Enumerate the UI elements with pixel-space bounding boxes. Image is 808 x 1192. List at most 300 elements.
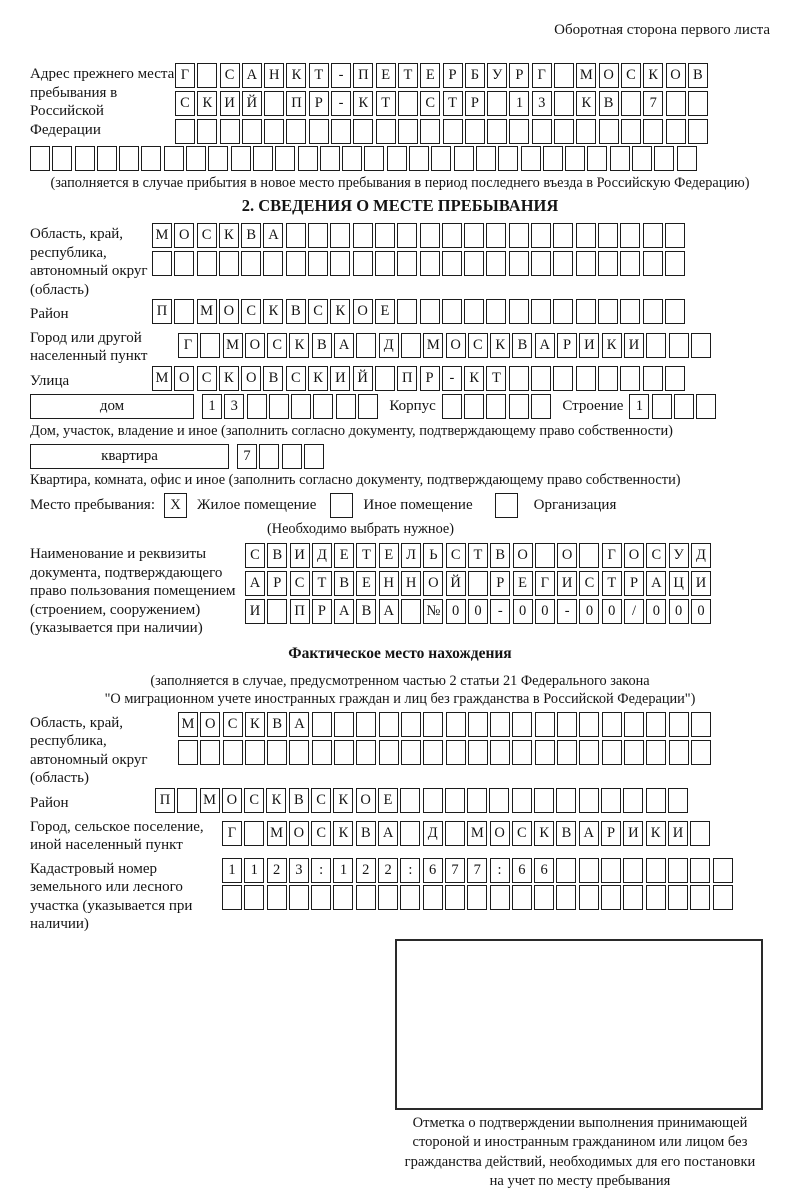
char-cell[interactable] — [264, 91, 284, 116]
char-cell[interactable]: : — [311, 858, 331, 883]
char-cell[interactable] — [178, 740, 198, 765]
char-cell[interactable] — [509, 394, 529, 419]
char-cell[interactable] — [486, 299, 506, 324]
char-cell[interactable]: К — [219, 223, 239, 248]
char-cell[interactable] — [275, 146, 295, 171]
char-cell[interactable] — [512, 885, 532, 910]
char-cell[interactable] — [576, 223, 596, 248]
char-cell[interactable]: О — [241, 366, 261, 391]
char-cell[interactable]: 1 — [222, 858, 242, 883]
char-cell[interactable]: М — [152, 366, 172, 391]
char-cell[interactable] — [579, 543, 599, 568]
char-cell[interactable] — [97, 146, 117, 171]
char-cell[interactable]: Д — [423, 821, 443, 846]
char-cell[interactable] — [534, 885, 554, 910]
char-cell[interactable] — [401, 712, 421, 737]
char-cell[interactable] — [309, 119, 329, 144]
char-cell[interactable] — [531, 223, 551, 248]
char-cell[interactable] — [186, 146, 206, 171]
char-cell[interactable] — [376, 119, 396, 144]
char-cell[interactable] — [669, 712, 689, 737]
char-cell[interactable] — [579, 858, 599, 883]
char-cell[interactable]: 6 — [512, 858, 532, 883]
char-cell[interactable]: Т — [486, 366, 506, 391]
char-cell[interactable]: К — [263, 299, 283, 324]
char-cell[interactable]: Р — [557, 333, 577, 358]
char-cell[interactable] — [30, 146, 50, 171]
char-cell[interactable] — [175, 119, 195, 144]
char-cell[interactable] — [623, 885, 643, 910]
char-cell[interactable]: М — [467, 821, 487, 846]
char-cell[interactable] — [646, 333, 666, 358]
char-cell[interactable] — [543, 146, 563, 171]
char-cell[interactable] — [311, 885, 331, 910]
char-cell[interactable]: Л — [401, 543, 421, 568]
char-cell[interactable] — [602, 712, 622, 737]
char-cell[interactable] — [468, 712, 488, 737]
char-cell[interactable] — [333, 885, 353, 910]
char-cell[interactable] — [535, 740, 555, 765]
char-cell[interactable]: Т — [398, 63, 418, 88]
char-cell[interactable]: И — [290, 543, 310, 568]
char-cell[interactable] — [245, 740, 265, 765]
char-cell[interactable]: К — [646, 821, 666, 846]
char-cell[interactable]: Д — [379, 333, 399, 358]
char-cell[interactable]: - — [442, 366, 462, 391]
char-cell[interactable] — [601, 885, 621, 910]
char-cell[interactable] — [423, 712, 443, 737]
char-cell[interactable] — [378, 885, 398, 910]
char-cell[interactable]: К — [333, 821, 353, 846]
checkbox-residential[interactable]: X — [164, 493, 187, 518]
char-cell[interactable]: К — [576, 91, 596, 116]
char-cell[interactable] — [531, 251, 551, 276]
char-cell[interactable]: Р — [309, 91, 329, 116]
char-cell[interactable]: Р — [490, 571, 510, 596]
char-cell[interactable] — [688, 119, 708, 144]
char-cell[interactable] — [331, 119, 351, 144]
char-cell[interactable]: А — [379, 599, 399, 624]
char-cell[interactable] — [601, 788, 621, 813]
char-cell[interactable] — [342, 146, 362, 171]
char-cell[interactable] — [646, 788, 666, 813]
char-cell[interactable]: А — [535, 333, 555, 358]
char-cell[interactable]: В — [490, 543, 510, 568]
char-cell[interactable]: Р — [312, 599, 332, 624]
char-cell[interactable]: К — [602, 333, 622, 358]
char-cell[interactable] — [691, 740, 711, 765]
char-cell[interactable]: 1 — [202, 394, 222, 419]
char-cell[interactable] — [231, 146, 251, 171]
char-cell[interactable] — [174, 299, 194, 324]
char-cell[interactable] — [420, 299, 440, 324]
char-cell[interactable] — [643, 366, 663, 391]
char-cell[interactable]: О — [174, 366, 194, 391]
char-cell[interactable]: П — [353, 63, 373, 88]
char-cell[interactable]: К — [219, 366, 239, 391]
char-cell[interactable] — [489, 788, 509, 813]
char-cell[interactable] — [75, 146, 95, 171]
char-cell[interactable] — [423, 740, 443, 765]
char-cell[interactable] — [336, 394, 356, 419]
char-cell[interactable]: Р — [509, 63, 529, 88]
char-cell[interactable]: А — [289, 712, 309, 737]
char-cell[interactable]: В — [267, 543, 287, 568]
char-cell[interactable] — [420, 251, 440, 276]
char-cell[interactable]: Г — [602, 543, 622, 568]
char-cell[interactable] — [490, 885, 510, 910]
char-cell[interactable] — [487, 91, 507, 116]
char-cell[interactable]: К — [197, 91, 217, 116]
char-cell[interactable]: Е — [378, 788, 398, 813]
char-cell[interactable]: С — [468, 333, 488, 358]
char-cell[interactable]: В — [241, 223, 261, 248]
char-cell[interactable] — [599, 119, 619, 144]
char-cell[interactable] — [356, 712, 376, 737]
char-cell[interactable] — [264, 119, 284, 144]
char-cell[interactable] — [379, 740, 399, 765]
char-cell[interactable]: К — [534, 821, 554, 846]
char-cell[interactable]: № — [423, 599, 443, 624]
char-cell[interactable] — [398, 119, 418, 144]
char-cell[interactable] — [554, 119, 574, 144]
char-cell[interactable] — [291, 394, 311, 419]
char-cell[interactable]: С — [311, 821, 331, 846]
char-cell[interactable] — [409, 146, 429, 171]
char-cell[interactable] — [688, 91, 708, 116]
char-cell[interactable]: С — [311, 788, 331, 813]
char-cell[interactable] — [464, 223, 484, 248]
char-cell[interactable] — [509, 251, 529, 276]
char-cell[interactable]: К — [289, 333, 309, 358]
char-cell[interactable]: О — [490, 821, 510, 846]
char-cell[interactable]: М — [178, 712, 198, 737]
char-cell[interactable] — [553, 223, 573, 248]
char-cell[interactable]: Г — [532, 63, 552, 88]
char-cell[interactable]: М — [152, 223, 172, 248]
char-cell[interactable] — [602, 740, 622, 765]
char-cell[interactable]: К — [490, 333, 510, 358]
char-cell[interactable] — [356, 333, 376, 358]
char-cell[interactable] — [646, 712, 666, 737]
char-cell[interactable]: Т — [356, 543, 376, 568]
char-cell[interactable]: О — [200, 712, 220, 737]
char-cell[interactable] — [620, 223, 640, 248]
char-cell[interactable]: 3 — [224, 394, 244, 419]
char-cell[interactable]: - — [331, 63, 351, 88]
char-cell[interactable]: Т — [602, 571, 622, 596]
char-cell[interactable] — [666, 119, 686, 144]
char-cell[interactable]: С — [245, 543, 265, 568]
char-cell[interactable]: 0 — [579, 599, 599, 624]
char-cell[interactable] — [286, 223, 306, 248]
char-cell[interactable] — [400, 788, 420, 813]
char-cell[interactable]: В — [356, 821, 376, 846]
char-cell[interactable]: 7 — [643, 91, 663, 116]
char-cell[interactable]: Н — [401, 571, 421, 596]
char-cell[interactable] — [468, 740, 488, 765]
char-cell[interactable] — [400, 821, 420, 846]
char-cell[interactable]: Е — [334, 543, 354, 568]
char-cell[interactable]: Н — [379, 571, 399, 596]
char-cell[interactable] — [509, 223, 529, 248]
char-cell[interactable]: Ь — [423, 543, 443, 568]
char-cell[interactable] — [512, 740, 532, 765]
char-cell[interactable] — [308, 223, 328, 248]
char-cell[interactable] — [464, 251, 484, 276]
char-cell[interactable]: М — [197, 299, 217, 324]
char-cell[interactable] — [652, 394, 672, 419]
char-cell[interactable]: В — [286, 299, 306, 324]
char-cell[interactable]: 3 — [532, 91, 552, 116]
char-cell[interactable] — [267, 599, 287, 624]
char-cell[interactable] — [177, 788, 197, 813]
char-cell[interactable] — [579, 788, 599, 813]
char-cell[interactable]: - — [331, 91, 351, 116]
char-cell[interactable] — [379, 712, 399, 737]
char-cell[interactable] — [420, 223, 440, 248]
char-cell[interactable]: С — [241, 299, 261, 324]
char-cell[interactable]: Е — [376, 63, 396, 88]
char-cell[interactable]: О — [245, 333, 265, 358]
char-cell[interactable]: Й — [446, 571, 466, 596]
char-cell[interactable]: М — [423, 333, 443, 358]
char-cell[interactable] — [598, 251, 618, 276]
char-cell[interactable]: Р — [420, 366, 440, 391]
char-cell[interactable]: К — [330, 299, 350, 324]
char-cell[interactable]: И — [557, 571, 577, 596]
char-cell[interactable]: Й — [353, 366, 373, 391]
char-cell[interactable]: И — [579, 333, 599, 358]
char-cell[interactable] — [467, 885, 487, 910]
char-cell[interactable]: С — [446, 543, 466, 568]
char-cell[interactable] — [312, 712, 332, 737]
char-cell[interactable]: В — [356, 599, 376, 624]
char-cell[interactable] — [553, 366, 573, 391]
char-cell[interactable] — [669, 740, 689, 765]
char-cell[interactable] — [668, 858, 688, 883]
char-cell[interactable] — [197, 119, 217, 144]
char-cell[interactable] — [620, 251, 640, 276]
char-cell[interactable]: П — [286, 91, 306, 116]
char-cell[interactable] — [553, 251, 573, 276]
char-cell[interactable] — [353, 223, 373, 248]
char-cell[interactable]: М — [200, 788, 220, 813]
char-cell[interactable] — [624, 740, 644, 765]
char-cell[interactable]: О — [356, 788, 376, 813]
char-cell[interactable]: 7 — [237, 444, 257, 469]
char-cell[interactable] — [467, 788, 487, 813]
char-cell[interactable] — [298, 146, 318, 171]
char-cell[interactable] — [152, 251, 172, 276]
char-cell[interactable] — [620, 299, 640, 324]
char-cell[interactable]: Т — [468, 543, 488, 568]
char-cell[interactable] — [356, 740, 376, 765]
char-cell[interactable] — [643, 119, 663, 144]
char-cell[interactable]: С — [579, 571, 599, 596]
char-cell[interactable]: В — [289, 788, 309, 813]
char-cell[interactable] — [164, 146, 184, 171]
char-cell[interactable]: В — [556, 821, 576, 846]
char-cell[interactable]: Й — [242, 91, 262, 116]
char-cell[interactable]: В — [263, 366, 283, 391]
char-cell[interactable] — [531, 299, 551, 324]
char-cell[interactable] — [397, 223, 417, 248]
char-cell[interactable] — [465, 119, 485, 144]
char-cell[interactable]: В — [599, 91, 619, 116]
char-cell[interactable] — [509, 299, 529, 324]
char-cell[interactable] — [442, 251, 462, 276]
char-cell[interactable] — [442, 223, 462, 248]
char-cell[interactable] — [632, 146, 652, 171]
char-cell[interactable] — [320, 146, 340, 171]
char-cell[interactable]: Е — [375, 299, 395, 324]
char-cell[interactable] — [665, 366, 685, 391]
char-cell[interactable] — [490, 712, 510, 737]
char-cell[interactable] — [330, 223, 350, 248]
char-cell[interactable]: 0 — [535, 599, 555, 624]
char-cell[interactable]: Ц — [669, 571, 689, 596]
char-cell[interactable] — [490, 740, 510, 765]
char-cell[interactable] — [282, 444, 302, 469]
char-cell[interactable] — [286, 251, 306, 276]
char-cell[interactable]: С — [646, 543, 666, 568]
char-cell[interactable] — [646, 740, 666, 765]
char-cell[interactable]: 1 — [509, 91, 529, 116]
char-cell[interactable] — [535, 712, 555, 737]
char-cell[interactable] — [52, 146, 72, 171]
char-cell[interactable]: И — [668, 821, 688, 846]
char-cell[interactable] — [623, 858, 643, 883]
char-cell[interactable]: И — [245, 599, 265, 624]
char-cell[interactable]: С — [290, 571, 310, 596]
char-cell[interactable]: Г — [175, 63, 195, 88]
char-cell[interactable]: А — [242, 63, 262, 88]
char-cell[interactable] — [623, 788, 643, 813]
char-cell[interactable]: Е — [379, 543, 399, 568]
char-cell[interactable] — [375, 223, 395, 248]
char-cell[interactable] — [401, 599, 421, 624]
char-cell[interactable] — [358, 394, 378, 419]
char-cell[interactable] — [242, 119, 262, 144]
char-cell[interactable] — [397, 251, 417, 276]
char-cell[interactable]: В — [312, 333, 332, 358]
char-cell[interactable]: Д — [312, 543, 332, 568]
char-cell[interactable]: 0 — [669, 599, 689, 624]
char-cell[interactable] — [220, 119, 240, 144]
char-cell[interactable]: К — [333, 788, 353, 813]
char-cell[interactable] — [446, 712, 466, 737]
char-cell[interactable] — [443, 119, 463, 144]
char-cell[interactable] — [665, 299, 685, 324]
char-cell[interactable]: К — [286, 63, 306, 88]
char-cell[interactable]: С — [512, 821, 532, 846]
char-cell[interactable]: Т — [312, 571, 332, 596]
char-cell[interactable]: И — [623, 821, 643, 846]
char-cell[interactable]: В — [512, 333, 532, 358]
char-cell[interactable] — [445, 788, 465, 813]
char-cell[interactable] — [259, 444, 279, 469]
char-cell[interactable] — [442, 394, 462, 419]
char-cell[interactable] — [401, 333, 421, 358]
char-cell[interactable] — [267, 740, 287, 765]
char-cell[interactable]: В — [267, 712, 287, 737]
char-cell[interactable]: К — [245, 712, 265, 737]
char-cell[interactable] — [713, 885, 733, 910]
char-cell[interactable] — [531, 394, 551, 419]
char-cell[interactable]: О — [219, 299, 239, 324]
char-cell[interactable] — [423, 885, 443, 910]
char-cell[interactable] — [521, 146, 541, 171]
char-cell[interactable]: 0 — [513, 599, 533, 624]
char-cell[interactable] — [244, 885, 264, 910]
char-cell[interactable] — [353, 119, 373, 144]
char-cell[interactable]: О — [513, 543, 533, 568]
char-cell[interactable] — [464, 299, 484, 324]
char-cell[interactable]: 0 — [602, 599, 622, 624]
char-cell[interactable]: К — [353, 91, 373, 116]
char-cell[interactable] — [624, 712, 644, 737]
char-cell[interactable] — [553, 299, 573, 324]
char-cell[interactable] — [353, 251, 373, 276]
char-cell[interactable]: 3 — [289, 858, 309, 883]
char-cell[interactable]: 0 — [691, 599, 711, 624]
char-cell[interactable]: К — [464, 366, 484, 391]
char-cell[interactable]: И — [330, 366, 350, 391]
char-cell[interactable] — [269, 394, 289, 419]
char-cell[interactable] — [400, 885, 420, 910]
char-cell[interactable]: - — [490, 599, 510, 624]
char-cell[interactable] — [598, 223, 618, 248]
char-cell[interactable]: О — [222, 788, 242, 813]
char-cell[interactable] — [509, 119, 529, 144]
char-cell[interactable] — [512, 788, 532, 813]
char-cell[interactable] — [696, 394, 716, 419]
char-cell[interactable] — [200, 333, 220, 358]
char-cell[interactable]: 1 — [629, 394, 649, 419]
char-cell[interactable] — [197, 251, 217, 276]
char-cell[interactable]: Б — [465, 63, 485, 88]
char-cell[interactable]: П — [290, 599, 310, 624]
char-cell[interactable] — [598, 299, 618, 324]
char-cell[interactable] — [690, 858, 710, 883]
char-cell[interactable]: К — [643, 63, 663, 88]
char-cell[interactable] — [654, 146, 674, 171]
char-cell[interactable]: : — [490, 858, 510, 883]
char-cell[interactable]: О — [557, 543, 577, 568]
char-cell[interactable] — [535, 543, 555, 568]
char-cell[interactable]: О — [666, 63, 686, 88]
char-cell[interactable] — [646, 858, 666, 883]
char-cell[interactable]: Н — [264, 63, 284, 88]
char-cell[interactable] — [200, 740, 220, 765]
char-cell[interactable]: О — [423, 571, 443, 596]
char-cell[interactable]: С — [286, 366, 306, 391]
char-cell[interactable] — [464, 394, 484, 419]
char-cell[interactable]: - — [557, 599, 577, 624]
char-cell[interactable]: П — [397, 366, 417, 391]
char-cell[interactable]: Е — [513, 571, 533, 596]
char-cell[interactable]: М — [267, 821, 287, 846]
char-cell[interactable] — [312, 740, 332, 765]
char-cell[interactable] — [576, 119, 596, 144]
char-cell[interactable]: К — [266, 788, 286, 813]
char-cell[interactable]: С — [197, 223, 217, 248]
char-cell[interactable]: С — [420, 91, 440, 116]
char-cell[interactable] — [401, 740, 421, 765]
char-cell[interactable] — [119, 146, 139, 171]
char-cell[interactable]: В — [334, 571, 354, 596]
